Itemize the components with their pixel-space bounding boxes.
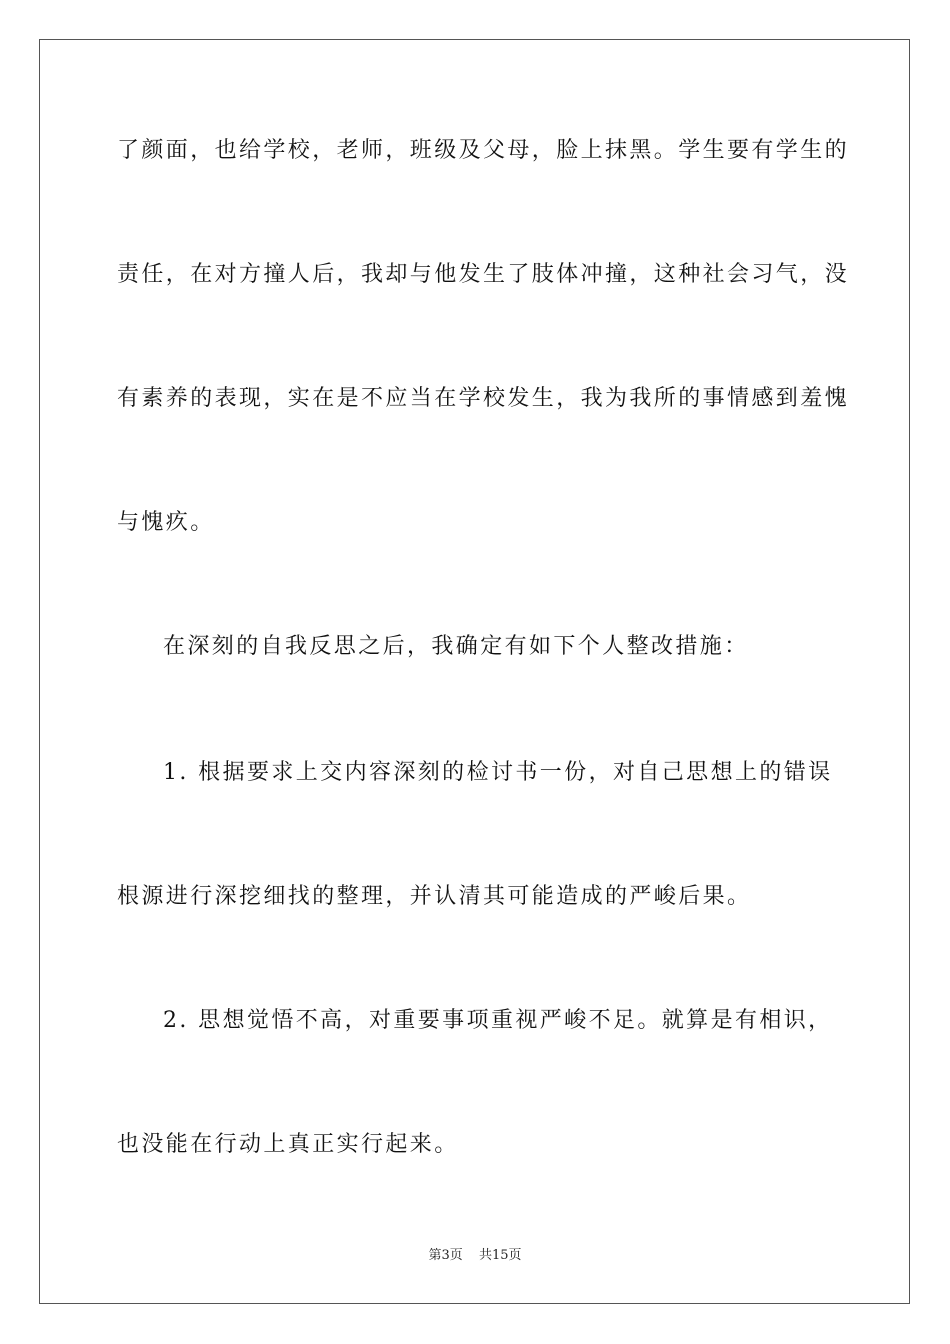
text-line-2: 责任，在对方撞人后，我却与他发生了肢体冲撞，这种社会习气，没 [117, 262, 850, 287]
text-line-9: 也没能在行动上真正实行起来。 [117, 1132, 459, 1157]
page-footer [0, 1247, 950, 1265]
text-line-8: 2. 思想觉悟不高，对重要事项重视严峻不足。就算是有相识， [163, 1008, 833, 1033]
page-total: 共15页 [478, 1248, 522, 1263]
text-line-6: 1. 根据要求上交内容深刻的检讨书一份，对自己思想上的错误 [163, 760, 833, 785]
text-line-1: 了颜面，也给学校，老师，班级及父母，脸上抹黑。学生要有学生的 [117, 138, 850, 163]
text-line-5: 在深刻的自我反思之后，我确定有如下个人整改措施： [163, 634, 749, 659]
page-number: 第3页 [428, 1248, 463, 1263]
text-line-4: 与愧疚。 [117, 510, 215, 535]
page-border [39, 39, 910, 1304]
text-line-7: 根源进行深挖细找的整理，并认清其可能造成的严峻后果。 [117, 884, 752, 909]
text-line-3: 有素养的表现，实在是不应当在学校发生，我为我所的事情感到羞愧 [117, 386, 850, 411]
